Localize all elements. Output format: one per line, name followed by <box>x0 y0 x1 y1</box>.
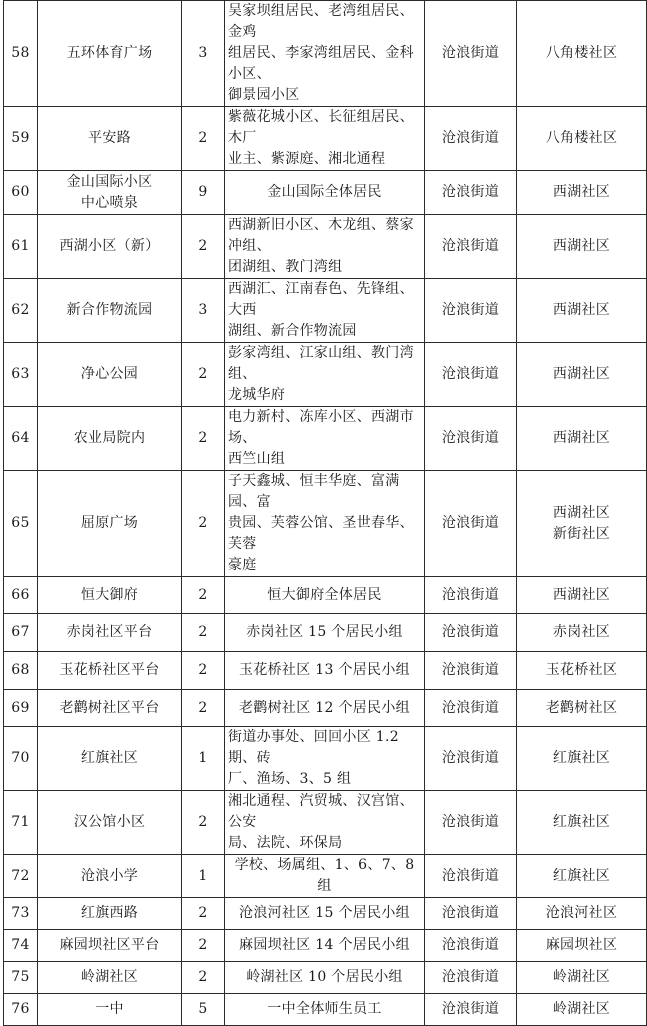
street-cell: 沧浪街道 <box>425 171 517 215</box>
table-row <box>4 791 647 855</box>
scope-cell-line: 街道办事处、回回小区 1.2 期、砖 <box>228 729 399 766</box>
site-name-cell <box>38 1 182 107</box>
row-number-cell: 63 <box>4 343 38 407</box>
count-cell: 2 <box>182 791 225 855</box>
community-cell-line: 西湖社区 <box>552 184 611 200</box>
site-name-cell-line: 玉花桥社区平台 <box>59 662 160 678</box>
table-row <box>4 1 647 107</box>
community-cell-line: 西湖社区 <box>552 586 611 603</box>
table-row <box>4 898 647 930</box>
table-row <box>4 279 647 343</box>
scope-cell-line: 金山国际全体居民 <box>267 184 382 200</box>
row-number-cell: 67 <box>4 614 38 652</box>
street-cell: 沧浪街道 <box>425 994 517 1026</box>
site-name-cell <box>38 471 182 577</box>
scope-cell <box>225 471 425 577</box>
table-row <box>4 407 647 471</box>
scope-cell-line: 龙城华府 <box>228 387 286 403</box>
site-name-cell <box>38 855 182 898</box>
row-number-cell: 69 <box>4 690 38 727</box>
row-number-cell: 70 <box>4 727 38 791</box>
community-cell <box>517 171 647 215</box>
scope-cell <box>225 215 425 279</box>
scope-cell-line: 组居民、李家湾组居民、金科小区、 <box>228 45 414 82</box>
table-row <box>4 614 647 652</box>
row-number-cell: 65 <box>4 471 38 577</box>
community-cell <box>517 279 647 343</box>
community-cell <box>517 614 647 652</box>
scope-cell-line: 西湖新旧小区、木龙组、蔡家冲组、 <box>228 217 414 254</box>
street-cell: 沧浪街道 <box>425 614 517 652</box>
community-cell-line: 西湖社区 <box>552 504 611 521</box>
site-name-cell <box>38 279 182 343</box>
community-cell-line: 八角楼社区 <box>545 130 618 146</box>
scope-cell-line: 沧浪河社区 15 个居民小组 <box>239 905 410 921</box>
scope-cell <box>225 994 425 1026</box>
count-cell: 3 <box>182 279 225 343</box>
scope-cell <box>225 898 425 930</box>
scope-cell <box>225 727 425 791</box>
street-cell: 沧浪街道 <box>425 343 517 407</box>
community-cell-line: 西湖社区 <box>552 302 611 318</box>
scope-cell-line: 电力新村、冻库小区、西湖市场、 <box>228 409 414 446</box>
scope-cell-line: 老鹳树社区 12 个居民小组 <box>239 699 410 716</box>
site-name-cell <box>38 407 182 471</box>
count-cell: 2 <box>182 577 225 614</box>
count-cell: 2 <box>182 898 225 930</box>
community-cell-line: 西湖社区 <box>552 430 611 446</box>
street-cell: 沧浪街道 <box>425 652 517 690</box>
site-name-cell-line: 岭湖社区 <box>80 969 139 985</box>
community-cell <box>517 930 647 962</box>
scope-cell-line: 局、法院、环保局 <box>228 835 343 851</box>
scope-cell-line: 西湖汇、江南春色、先锋组、大西 <box>228 281 414 318</box>
scope-cell-line: 岭湖社区 10 个居民小组 <box>246 969 403 985</box>
community-cell <box>517 898 647 930</box>
scope-cell-line: 赤岗社区 15 个居民小组 <box>246 624 403 640</box>
scope-cell-line: 紫薇花城小区、长征组居民、木厂 <box>228 109 414 146</box>
table-row <box>4 855 647 898</box>
community-cell-line: 岭湖社区 <box>552 1001 611 1017</box>
table-row <box>4 577 647 614</box>
street-cell: 沧浪街道 <box>425 471 517 577</box>
community-cell-line: 岭湖社区 <box>552 969 611 985</box>
site-name-cell-line: 新合作物流园 <box>66 302 153 318</box>
site-name-cell <box>38 994 182 1026</box>
site-name-cell <box>38 962 182 994</box>
site-name-cell <box>38 215 182 279</box>
community-cell <box>517 577 647 614</box>
street-cell: 沧浪街道 <box>425 279 517 343</box>
row-number-cell: 66 <box>4 577 38 614</box>
community-cell <box>517 994 647 1026</box>
row-number-cell: 60 <box>4 171 38 215</box>
scope-cell <box>225 652 425 690</box>
scope-cell-line: 湘北通程、汽贸城、汉宫馆、公安 <box>228 793 414 830</box>
scope-cell <box>225 690 425 727</box>
community-cell-line: 玉花桥社区 <box>545 662 618 678</box>
row-number-cell: 71 <box>4 791 38 855</box>
street-cell: 沧浪街道 <box>425 107 517 171</box>
scope-cell-line: 业主、紫源庭、湘北通程 <box>228 151 386 167</box>
site-name-cell <box>38 898 182 930</box>
site-name-cell-line: 农业局院内 <box>73 430 146 446</box>
row-number-cell: 58 <box>4 1 38 107</box>
site-name-cell-line: 老鹳树社区平台 <box>59 699 160 716</box>
row-number-cell: 75 <box>4 962 38 994</box>
community-cell-line: 西湖社区 <box>552 366 611 382</box>
table-body <box>4 1 647 1026</box>
scope-cell-line: 吴家坝组居民、老湾组居民、金鸡 <box>228 3 414 40</box>
site-name-cell-line: 赤岗社区平台 <box>66 624 153 640</box>
site-name-cell <box>38 171 182 215</box>
scope-cell <box>225 962 425 994</box>
row-number-cell: 62 <box>4 279 38 343</box>
site-name-cell-line: 一中 <box>95 1001 124 1017</box>
count-cell: 2 <box>182 107 225 171</box>
community-cell-line: 赤岗社区 <box>552 624 611 640</box>
scope-cell <box>225 930 425 962</box>
street-cell: 沧浪街道 <box>425 855 517 898</box>
site-name-cell <box>38 930 182 962</box>
row-number-cell: 64 <box>4 407 38 471</box>
scope-cell-line: 豪庭 <box>228 557 257 573</box>
count-cell: 2 <box>182 962 225 994</box>
row-number-cell: 61 <box>4 215 38 279</box>
row-number-cell: 68 <box>4 652 38 690</box>
scope-cell <box>225 343 425 407</box>
community-cell <box>517 652 647 690</box>
scope-cell <box>225 107 425 171</box>
community-cell-line: 红旗社区 <box>552 750 611 766</box>
site-name-cell-line: 五环体育广场 <box>66 45 153 61</box>
site-name-cell-line: 恒大御府 <box>80 586 139 603</box>
community-cell <box>517 791 647 855</box>
scope-cell-line: 厂、渔场、3、5 组 <box>228 771 352 787</box>
site-name-cell <box>38 577 182 614</box>
scope-cell <box>225 791 425 855</box>
count-cell: 2 <box>182 215 225 279</box>
site-name-cell-line: 红旗西路 <box>80 905 139 921</box>
community-cell-line: 沧浪河社区 <box>545 905 618 921</box>
table-row <box>4 930 647 962</box>
site-name-cell-line: 西湖小区（新） <box>59 238 160 254</box>
scope-cell-line: 贵园、芙蓉公馆、圣世春华、芙蓉 <box>228 515 414 552</box>
street-cell: 沧浪街道 <box>425 962 517 994</box>
scope-cell-line: 玉花桥社区 13 个居民小组 <box>239 662 410 678</box>
table-row <box>4 994 647 1026</box>
count-cell: 2 <box>182 471 225 577</box>
table-row <box>4 652 647 690</box>
site-name-cell <box>38 343 182 407</box>
table-row <box>4 471 647 577</box>
site-name-cell-line: 中心喷泉 <box>80 194 139 211</box>
site-name-cell-line: 净心公园 <box>80 366 139 382</box>
scope-cell <box>225 1 425 107</box>
row-number-cell: 59 <box>4 107 38 171</box>
count-cell: 2 <box>182 690 225 727</box>
scope-cell-line: 彭家湾组、江家山组、教门湾组、 <box>228 345 414 382</box>
count-cell: 9 <box>182 171 225 215</box>
community-cell-line: 红旗社区 <box>552 814 611 830</box>
community-cell <box>517 215 647 279</box>
street-cell: 沧浪街道 <box>425 898 517 930</box>
community-cell-line: 红旗社区 <box>552 867 611 884</box>
community-cell <box>517 727 647 791</box>
table-row <box>4 215 647 279</box>
count-cell: 2 <box>182 407 225 471</box>
count-cell: 1 <box>182 855 225 898</box>
table-row <box>4 690 647 727</box>
table-row <box>4 343 647 407</box>
scope-cell-line: 团湖组、教门湾组 <box>228 259 343 275</box>
site-name-cell <box>38 107 182 171</box>
street-cell: 沧浪街道 <box>425 791 517 855</box>
site-name-cell <box>38 727 182 791</box>
site-name-cell <box>38 614 182 652</box>
row-number-cell: 73 <box>4 898 38 930</box>
table-row <box>4 727 647 791</box>
site-name-cell <box>38 791 182 855</box>
scope-cell <box>225 171 425 215</box>
scope-cell <box>225 407 425 471</box>
community-cell-line: 老鹳树社区 <box>545 699 618 716</box>
community-cell <box>517 1 647 107</box>
row-number-cell: 72 <box>4 855 38 898</box>
community-cell <box>517 855 647 898</box>
community-cell <box>517 962 647 994</box>
count-cell: 3 <box>182 1 225 107</box>
street-cell: 沧浪街道 <box>425 727 517 791</box>
scope-cell <box>225 855 425 898</box>
site-name-cell <box>38 690 182 727</box>
community-cell <box>517 107 647 171</box>
community-cell <box>517 471 647 577</box>
scope-cell-line: 西竺山组 <box>228 451 286 467</box>
scope-cell-line: 御景园小区 <box>228 87 300 103</box>
count-cell: 2 <box>182 343 225 407</box>
scope-cell <box>225 279 425 343</box>
row-number-cell: 74 <box>4 930 38 962</box>
community-cell <box>517 690 647 727</box>
street-cell: 沧浪街道 <box>425 1 517 107</box>
count-cell: 2 <box>182 614 225 652</box>
count-cell: 2 <box>182 652 225 690</box>
scope-cell-line: 恒大御府全体居民 <box>267 586 382 603</box>
table-row <box>4 107 647 171</box>
site-name-cell-line: 汉公馆小区 <box>73 814 146 830</box>
street-cell: 沧浪街道 <box>425 930 517 962</box>
count-cell: 2 <box>182 930 225 962</box>
site-name-cell-line: 平安路 <box>88 130 131 146</box>
site-name-cell-line: 屈原广场 <box>80 515 139 531</box>
community-cell <box>517 343 647 407</box>
site-name-cell <box>38 652 182 690</box>
row-number-cell: 76 <box>4 994 38 1026</box>
site-name-cell-line: 金山国际小区 <box>66 173 153 190</box>
scope-cell <box>225 614 425 652</box>
community-cell-line: 麻园坝社区 <box>545 937 618 953</box>
scope-cell-line: 一中全体师生员工 <box>267 1001 382 1017</box>
table-row <box>4 962 647 994</box>
scope-cell <box>225 577 425 614</box>
street-cell: 沧浪街道 <box>425 577 517 614</box>
site-name-cell-line: 沧浪小学 <box>80 867 139 884</box>
street-cell: 沧浪街道 <box>425 215 517 279</box>
street-cell: 沧浪街道 <box>425 407 517 471</box>
scope-cell-line: 麻园坝社区 14 个居民小组 <box>239 937 410 953</box>
table-row <box>4 171 647 215</box>
site-name-cell-line: 麻园坝社区平台 <box>59 937 160 953</box>
street-cell: 沧浪街道 <box>425 690 517 727</box>
community-cell-line: 西湖社区 <box>552 238 611 254</box>
count-cell: 5 <box>182 994 225 1026</box>
site-name-cell-line: 红旗社区 <box>80 750 139 766</box>
community-cell-line: 新街社区 <box>552 525 611 542</box>
scope-cell-line: 湖组、新合作物流园 <box>228 323 357 339</box>
community-cell <box>517 407 647 471</box>
scope-cell-line: 学校、场属组、1、6、7、8 组 <box>234 857 415 894</box>
scope-cell-line: 子天鑫城、恒丰华庭、富满园、富 <box>228 473 400 510</box>
vaccination-site-table <box>3 0 647 1026</box>
count-cell: 1 <box>182 727 225 791</box>
community-cell-line: 八角楼社区 <box>545 45 618 61</box>
